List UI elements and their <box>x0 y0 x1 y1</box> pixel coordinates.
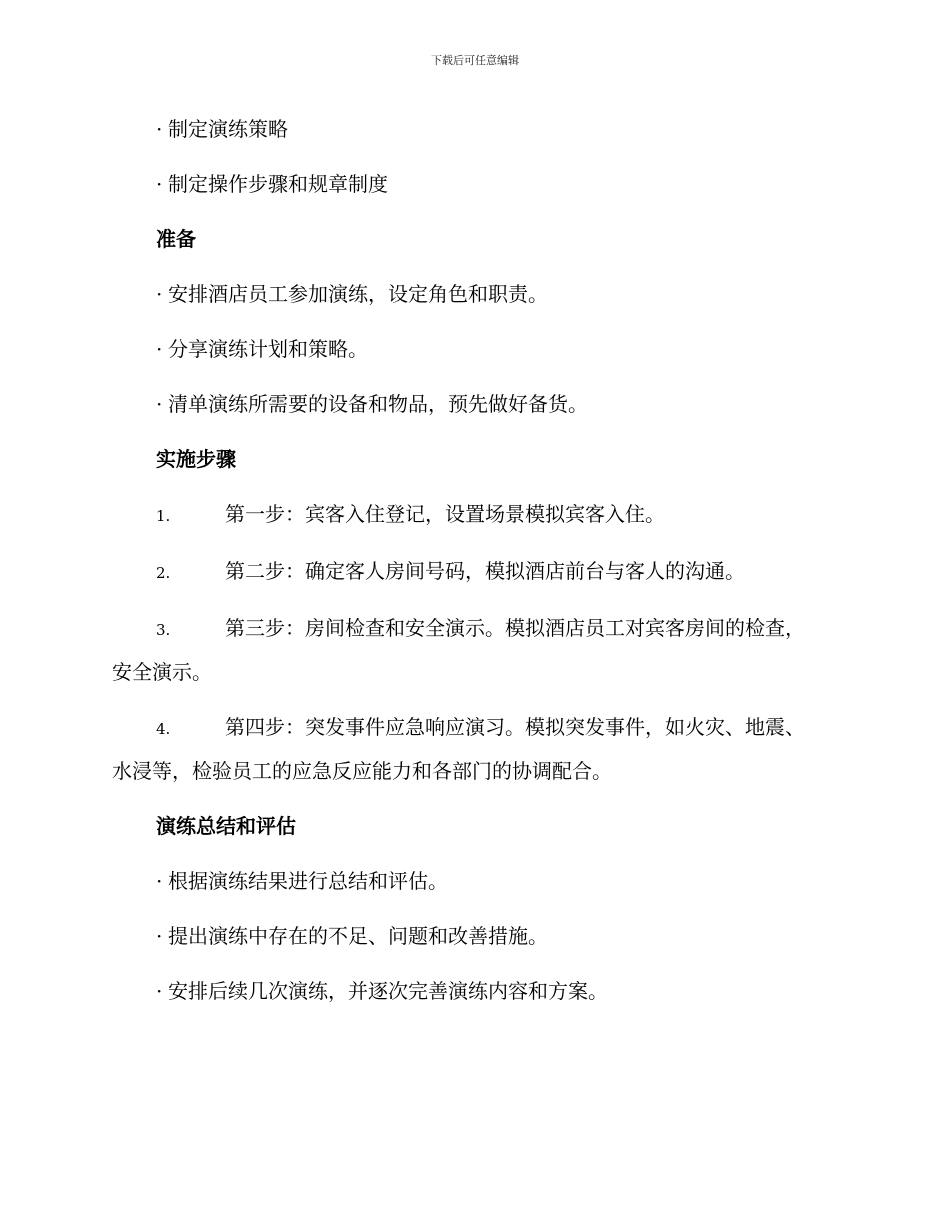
list-item-text: 安排后续几次演练，并逐次完善演练内容和方案。 <box>168 979 608 1003</box>
step-item <box>112 550 824 594</box>
section-heading-prepare: 准备 <box>156 227 196 251</box>
list-item <box>112 273 824 315</box>
list-item-text: 提出演练中存在的不足、问题和改善措施。 <box>168 924 548 948</box>
document-body <box>112 108 824 1025</box>
step-text: 第四步：突发事件应急响应演习。模拟突发事件，如火灾、地震、水浸等，检验员工的应急反应能力和各部门的协调配合。 <box>112 715 805 783</box>
step-number: 2. <box>156 564 171 582</box>
step-number: 3. <box>156 621 171 639</box>
bullet-icon: · <box>156 869 163 893</box>
list-item <box>112 860 824 902</box>
list-item-text: 制定演练策略 <box>168 117 288 141</box>
list-item-text: 安排酒店员工参加演练，设定角色和职责。 <box>168 282 548 306</box>
step-item <box>112 493 824 537</box>
bullet-icon: · <box>156 282 163 306</box>
page-header: 下载后可任意编辑 <box>431 54 519 67</box>
bullet-icon: · <box>156 117 163 141</box>
list-item <box>112 328 824 370</box>
section-heading-summary: 演练总结和评估 <box>156 814 296 838</box>
step-number: 4. <box>156 720 171 738</box>
list-item <box>112 383 824 425</box>
step-number: 1. <box>156 507 171 525</box>
list-item <box>112 970 824 1012</box>
list-item-text: 制定操作步骤和规章制度 <box>168 172 388 196</box>
list-item <box>112 915 824 957</box>
bullet-icon: · <box>156 979 163 1003</box>
step-item <box>112 706 824 792</box>
list-item <box>112 108 824 150</box>
step-text: 第二步：确定客人房间号码，模拟酒店前台与客人的沟通。 <box>225 559 745 583</box>
bullet-icon: · <box>156 924 163 948</box>
section-heading-steps: 实施步骤 <box>156 447 236 471</box>
bullet-icon: · <box>156 337 163 361</box>
bullet-icon: · <box>156 392 163 416</box>
list-item-text: 清单演练所需要的设备和物品，预先做好备货。 <box>168 392 588 416</box>
bullet-icon: · <box>156 172 163 196</box>
step-text: 第一步：宾客入住登记，设置场景模拟宾客入住。 <box>225 502 665 526</box>
list-item-text: 分享演练计划和策略。 <box>168 337 368 361</box>
step-item <box>112 607 824 693</box>
list-item <box>112 163 824 205</box>
list-item-text: 根据演练结果进行总结和评估。 <box>168 869 448 893</box>
step-text: 第三步：房间检查和安全演示。模拟酒店员工对宾客房间的检查，安全演示。 <box>112 616 805 684</box>
